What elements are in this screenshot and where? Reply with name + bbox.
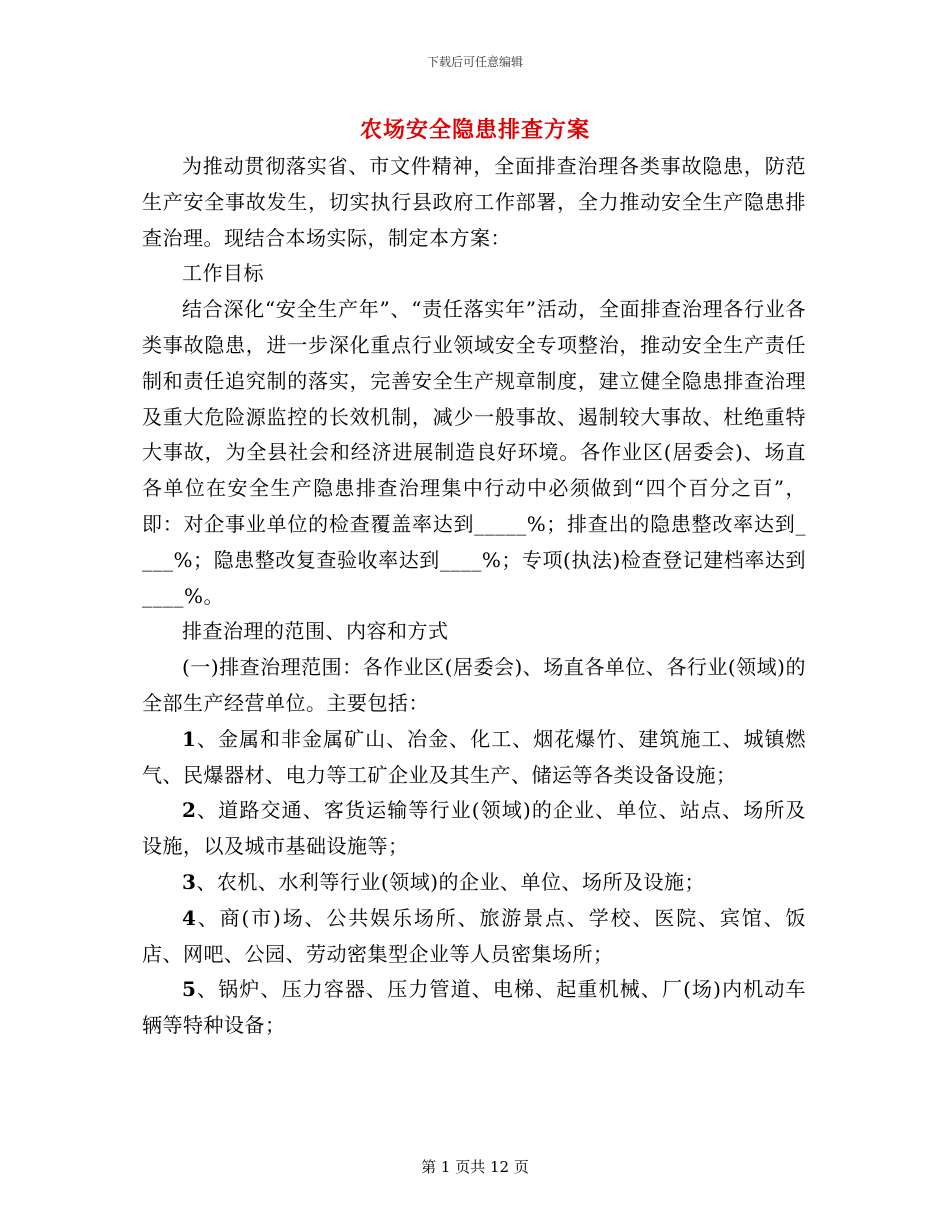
list-item-number: 2 [182,798,197,823]
scope-paragraph: (一)排查治理范围：各作业区(居委会)、场直各单位、各行业(领域)的全部生产经营单位。主要包括： [142,655,806,715]
list-item-number: 4 [182,905,197,930]
list-item-number: 5 [182,977,197,1002]
list-item-text: 、商(市)场、公共娱乐场所、旅游景点、学校、医院、宾馆、饭店、网吧、公园、劳动密集型企业等人员密集场所； [142,905,806,966]
page-footer-page-number: 第 1 页共 12 页 [421,1158,529,1176]
section-heading-goals: 工作目标 [182,261,264,286]
document-title: 农场安全隐患排查方案 [359,117,590,143]
list-item-text: 、道路交通、客货运输等行业(领域)的企业、单位、站点、场所及设施，以及城市基础设施等； [142,798,806,859]
list-item [142,972,806,1044]
list-item [142,901,806,973]
list-item-text: 、农机、水利等行业(领域)的企业、单位、场所及设施； [196,869,706,894]
section-heading-scope: 排查治理的范围、内容和方式 [182,619,449,644]
page-header-note: 下载后可任意编辑 [426,55,523,69]
list-item [142,865,806,901]
goals-paragraph: 结合深化“安全生产年”、“责任落实年”活动，全面排查治理各行业各类事故隐患，进一步深化重点行业领域安全专项整治，推动安全生产责任制和责任追究制的落实，完善安全生产规章制度，建立健全隐患排查治理及重大危险源监控的长效机制，减少一般事故、遏制较大事故、杜绝重特大事故，为全县社会和经济进展制造良好环境。各作业区(居委会)、场直各单位在安全生产隐患排查治理集中行动中必须做到“四个百分之百”，即：对企事业单位的检查覆盖率达到_____%；排查出的隐患整改率达到____%；隐患整改复查验收率达到____%；专项(执法)检查登记建档率达到____%。 [142,297,806,608]
intro-paragraph: 为推动贯彻落实省、市文件精神，全面排查治理各类事故隐患，防范生产安全事故发生，切实执行县政府工作部署，全力推动安全生产隐患排查治理。现结合本场实际，制定本方案： [142,154,806,250]
document-body [142,149,806,1044]
list-item-number: 1 [182,726,197,751]
list-item [142,722,806,794]
list-item-text: 、金属和非金属矿山、冶金、化工、烟花爆竹、建筑施工、城镇燃气、民爆器材、电力等工矿企业及其生产、储运等各类设备设施； [142,726,806,787]
list-item-text: 、锅炉、压力容器、压力管道、电梯、起重机械、厂(场)内机动车辆等特种设备； [142,977,806,1038]
list-item-number: 3 [182,869,197,894]
list-item [142,793,806,865]
